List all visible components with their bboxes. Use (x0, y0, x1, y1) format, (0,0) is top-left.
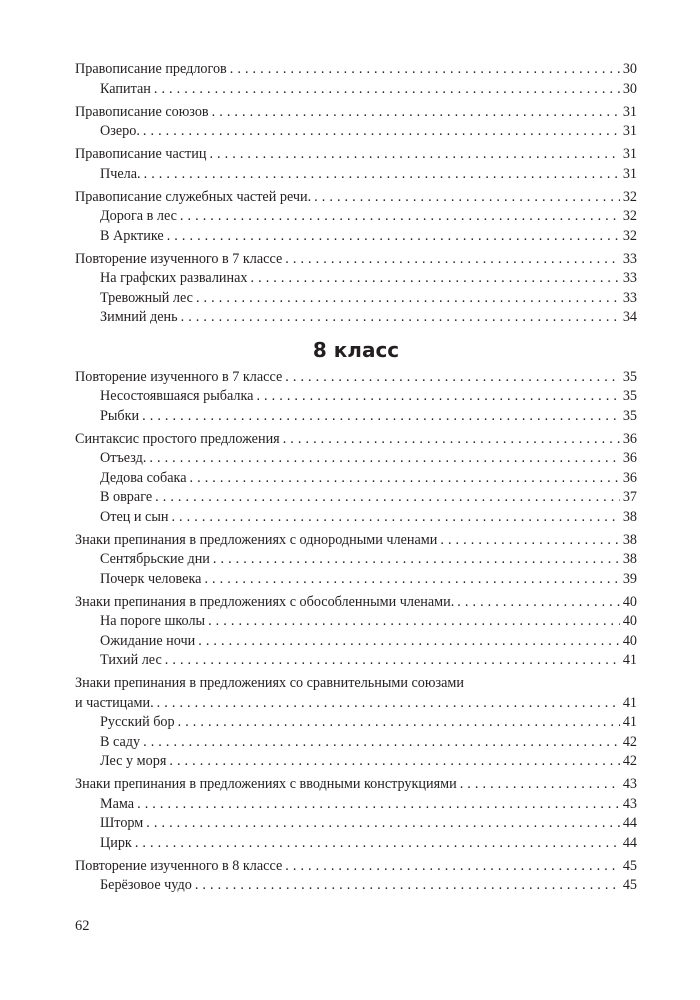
page-ref: 37 (622, 489, 637, 505)
toc-subentry[interactable] (75, 508, 637, 528)
page-ref: 30 (622, 80, 637, 97)
dot-leader (283, 430, 620, 450)
dot-leader (171, 508, 619, 528)
page-ref: 32 (622, 188, 637, 205)
subentry-title: В саду (100, 733, 141, 750)
page-ref: 42 (622, 753, 637, 769)
page-ref: 43 (622, 776, 637, 792)
toc-entry[interactable] (75, 188, 637, 208)
dot-leader (212, 103, 620, 123)
toc-group (75, 775, 637, 853)
subentry-title: Дорога в лес (100, 208, 177, 224)
entry-title: Повторение изученного в 8 классе (75, 857, 283, 874)
entry-title: Повторение изученного в 7 классе (75, 250, 283, 267)
toc-subentry[interactable] (75, 834, 637, 854)
dot-leader (181, 308, 620, 328)
entry-title: и частицами. (75, 694, 154, 711)
toc-subentry[interactable] (75, 449, 637, 469)
page-ref: 38 (622, 508, 637, 525)
toc-subentry[interactable] (75, 165, 637, 185)
page-ref: 43 (622, 795, 637, 812)
dot-leader (137, 795, 620, 815)
page-ref: 36 (622, 450, 637, 466)
dot-leader (285, 857, 620, 877)
toc-subentry[interactable] (75, 122, 637, 142)
toc-group (75, 857, 637, 896)
toc-grade8-part (75, 368, 637, 896)
dot-leader (196, 289, 620, 309)
page-ref: 36 (622, 430, 637, 447)
page-ref: 44 (622, 834, 637, 851)
toc-entry[interactable] (75, 430, 637, 450)
subentry-title: Лес у моря (100, 753, 167, 769)
entry-title: Синтаксис простого предложения (75, 430, 280, 447)
subentry-title: Ожидание ночи (100, 632, 196, 649)
dot-leader (154, 80, 620, 100)
subentry-title: На пороге школы (100, 613, 206, 629)
entry-title: Правописание служебных частей речи. (75, 188, 312, 205)
toc-group (75, 250, 637, 328)
dot-leader (285, 368, 620, 388)
toc-subentry[interactable] (75, 733, 637, 753)
page-ref: 40 (622, 613, 637, 629)
toc-entry[interactable] (75, 250, 637, 270)
page-ref: 30 (622, 61, 637, 77)
toc-entry[interactable] (75, 593, 637, 613)
toc-subentry[interactable] (75, 570, 637, 590)
dot-leader (144, 165, 620, 185)
toc-subentry[interactable] (75, 550, 637, 570)
page-ref: 33 (622, 250, 637, 267)
dot-leader (198, 632, 620, 652)
dot-leader (285, 250, 620, 270)
page-ref: 44 (622, 815, 637, 831)
dot-leader (178, 713, 620, 733)
page-ref: 33 (622, 289, 637, 306)
page-ref: 38 (622, 531, 637, 548)
subentry-title: На графских развалинах (100, 270, 248, 286)
dot-leader (157, 694, 620, 714)
dot-leader (167, 227, 620, 247)
toc-group (75, 103, 637, 142)
page-ref: 42 (622, 733, 637, 750)
dot-leader (256, 387, 619, 407)
toc-group (75, 60, 637, 99)
toc-entry[interactable] (75, 103, 637, 123)
page-ref: 40 (622, 593, 637, 610)
subentry-title: В Арктике (100, 227, 164, 244)
page-ref: 31 (622, 146, 637, 162)
dot-leader (165, 651, 620, 671)
page-ref: 33 (622, 270, 637, 286)
dot-leader (440, 531, 619, 551)
toc-entry[interactable] (75, 857, 637, 877)
toc-subentry[interactable] (75, 651, 637, 671)
subentry-title: Зимний день (100, 309, 178, 325)
subentry-title: Капитан (100, 80, 151, 97)
page-ref: 41 (622, 694, 637, 711)
page-ref: 36 (622, 469, 637, 486)
entry-title: Правописание союзов (75, 103, 209, 120)
toc-subentry[interactable] (75, 488, 637, 508)
subentry-title: Берёзовое чудо (100, 877, 192, 893)
subentry-title: Тревожный лес (100, 289, 193, 306)
dot-leader (230, 60, 620, 80)
toc-entry[interactable] (75, 694, 637, 714)
toc-subentry[interactable] (75, 713, 637, 733)
toc-subentry[interactable] (75, 227, 637, 247)
dot-leader (180, 207, 620, 227)
page-ref: 35 (622, 407, 637, 424)
subentry-title: Русский бор (100, 714, 175, 730)
toc-subentry[interactable] (75, 632, 637, 652)
entry-title: Знаки препинания в предложениях с однородными членами (75, 531, 438, 548)
toc-entry[interactable] (75, 60, 637, 80)
dot-leader (204, 570, 619, 590)
page-ref: 34 (622, 309, 637, 325)
subentry-title: Отец и сын (100, 508, 169, 525)
toc-entry[interactable] (75, 531, 637, 551)
subentry-title: Пчела. (100, 165, 141, 182)
subentry-title: Дедова собака (100, 469, 187, 486)
page-ref: 35 (622, 368, 637, 385)
toc-entry[interactable] (75, 775, 637, 795)
subentry-title: Почерк человека (100, 570, 202, 587)
section-title: 8 класс (312, 337, 400, 362)
toc-subentry[interactable] (75, 795, 637, 815)
dot-leader (457, 593, 620, 613)
toc-subentry[interactable] (75, 387, 637, 407)
page-ref: 45 (622, 857, 637, 874)
dot-leader (169, 752, 619, 772)
entry-title: Правописание предлогов (75, 61, 227, 77)
toc-subentry[interactable] (75, 407, 637, 427)
entry-title: Знаки препинания в предложениях с вводными конструкциями (75, 776, 457, 792)
page-ref: 41 (622, 652, 637, 668)
dot-leader (149, 449, 619, 469)
subentry-title: Сентябрьские дни (100, 551, 210, 567)
dot-leader (314, 188, 620, 208)
toc-subentry[interactable] (75, 308, 637, 328)
subentry-title: Шторм (100, 815, 144, 831)
toc-subentry[interactable] (75, 469, 637, 489)
subentry-title: Тихий лес (100, 652, 162, 668)
entry-title: Правописание частиц (75, 146, 207, 162)
subentry-title: Рыбки (100, 407, 140, 424)
toc-subentry[interactable] (75, 752, 637, 772)
entry-title-line1[interactable]: Знаки препинания в предложениях со сравнительными союзами (75, 675, 464, 691)
dot-leader (155, 488, 620, 508)
page-ref: 31 (622, 123, 637, 139)
page-ref: 35 (622, 388, 637, 404)
page-ref: 32 (622, 227, 637, 244)
page-ref: 40 (622, 632, 637, 649)
toc-group (75, 368, 637, 427)
page-ref: 32 (622, 208, 637, 224)
toc-group (75, 430, 637, 528)
dot-leader (195, 876, 620, 896)
toc-group (75, 593, 637, 671)
toc-subentry[interactable] (75, 814, 637, 834)
dot-leader (143, 733, 620, 753)
toc-subentry[interactable] (75, 289, 637, 309)
toc-entry[interactable] (75, 145, 637, 165)
toc-group (75, 674, 637, 772)
toc-group (75, 531, 637, 590)
toc-subentry[interactable] (75, 269, 637, 289)
toc-subentry[interactable] (75, 612, 637, 632)
toc-subentry[interactable] (75, 80, 637, 100)
page-ref: 41 (622, 714, 637, 730)
toc-grade7-part (75, 60, 637, 328)
subentry-title: Несостоявшаяся рыбалка (100, 388, 254, 404)
dot-leader (142, 407, 620, 427)
page-ref: 31 (622, 103, 637, 120)
toc-group (75, 145, 637, 184)
table-of-contents (75, 60, 637, 899)
subentry-title: Отъезд. (100, 450, 147, 466)
dot-leader (209, 145, 619, 165)
page-number: 62 (75, 918, 90, 934)
dot-leader (251, 269, 620, 289)
toc-subentry[interactable] (75, 876, 637, 896)
dot-leader (190, 469, 620, 489)
entry-title: Знаки препинания в предложениях с обособленными членами. (75, 593, 455, 610)
dot-leader (135, 834, 620, 854)
dot-leader (143, 122, 620, 142)
toc-entry[interactable] (75, 368, 637, 388)
dot-leader (208, 612, 620, 632)
toc-subentry[interactable] (75, 207, 637, 227)
dot-leader (213, 550, 620, 570)
subentry-title: Озеро. (100, 123, 140, 139)
dot-leader (460, 775, 620, 795)
toc-group (75, 188, 637, 247)
page-ref: 38 (622, 551, 637, 567)
subentry-title: Цирк (100, 834, 132, 851)
page-ref: 31 (622, 165, 637, 182)
dot-leader (146, 814, 620, 834)
entry-title: Повторение изученного в 7 классе (75, 368, 283, 385)
subentry-title: В овраге (100, 489, 153, 505)
page-ref: 45 (622, 877, 637, 893)
page-ref: 39 (622, 570, 637, 587)
subentry-title: Мама (100, 795, 135, 812)
